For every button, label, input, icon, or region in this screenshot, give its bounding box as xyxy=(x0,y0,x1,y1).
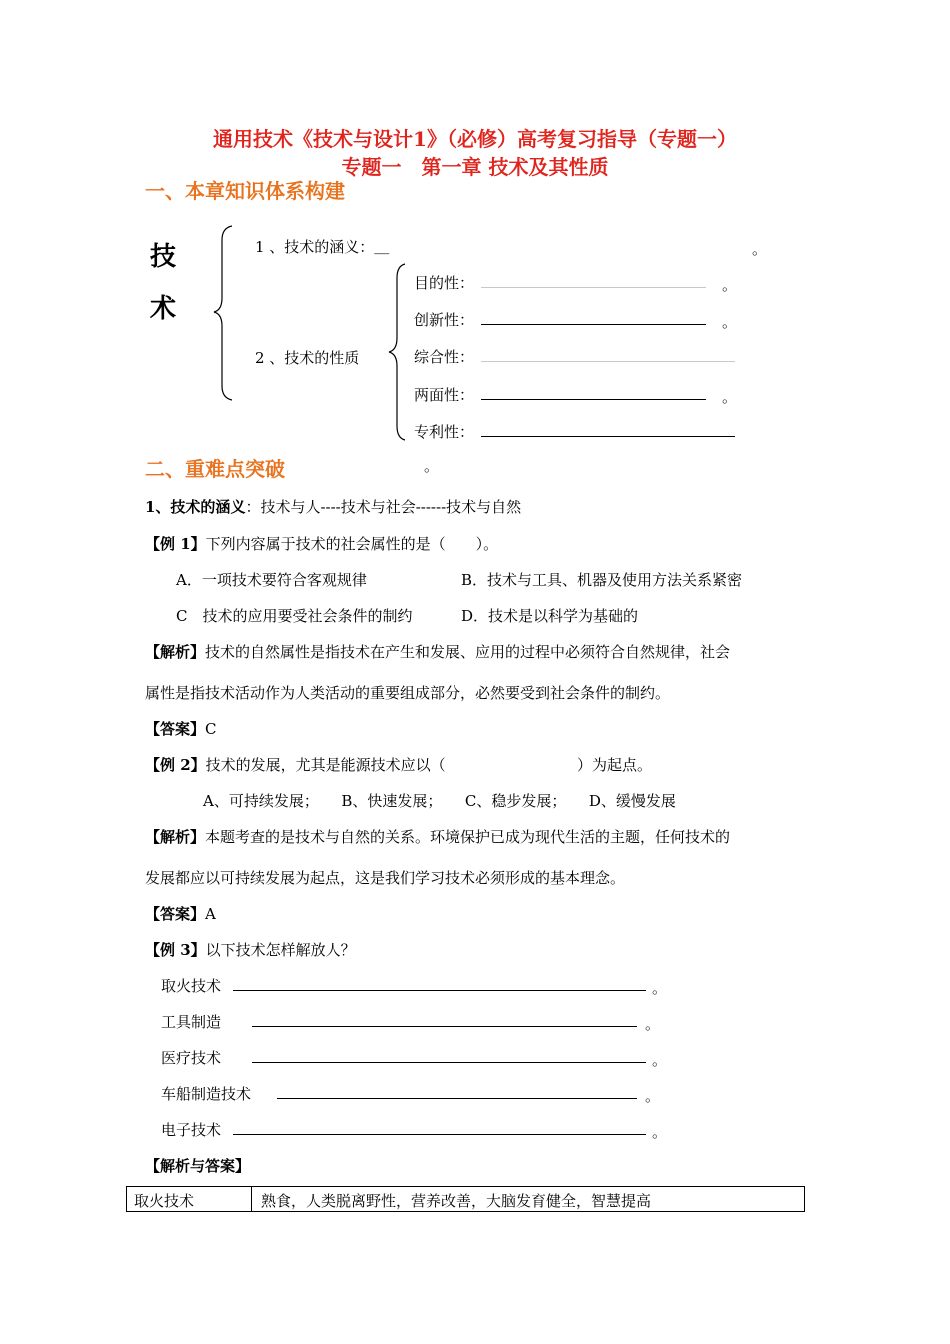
example3-item-vehicle-label: 车船制造技术 xyxy=(161,1085,252,1103)
example3-item-fire-blank[interactable] xyxy=(233,990,646,991)
example3-item-fire-label: 取火技术 xyxy=(161,977,222,995)
root-char-2: 术 xyxy=(150,294,177,324)
section2-trailing-mark: 。 xyxy=(424,457,440,475)
property-duality-label: 两面性： xyxy=(414,386,475,404)
example1-option-b[interactable]: B．技术与工具、机器及使用方法关系紧密 xyxy=(461,571,743,589)
example1-analysis-line1: 技术的自然属性是指技术在产生和发展、应用的过程中必须符合自然规律，社会 xyxy=(205,643,731,661)
example2-question-b: ）为起点。 xyxy=(577,756,653,774)
example3-item-medical-label: 医疗技术 xyxy=(161,1049,222,1067)
answer-table xyxy=(126,1186,805,1212)
table-row-effect: 熟食，人类脱离野性，营养改善，大脑发育健全，智慧提高 xyxy=(261,1192,652,1210)
example1-tag: 【例 1】 xyxy=(145,535,206,553)
property-patent-label: 专利性： xyxy=(414,423,475,441)
example2-answer: A xyxy=(205,905,216,923)
example1-option-a[interactable]: A．一项技术要符合客观规律 xyxy=(176,571,367,589)
example3-tag: 【例 3】 xyxy=(145,941,206,959)
point1-label: 1、技术的涵义 xyxy=(145,498,246,516)
property-innovation-end: 。 xyxy=(722,313,738,331)
meaning-label: 1 、技术的涵义：＿ xyxy=(255,238,390,256)
example3-item-electronic-blank[interactable] xyxy=(233,1134,646,1135)
property-purpose-blank[interactable] xyxy=(481,287,706,288)
meaning-end: 。 xyxy=(752,240,768,258)
example2-tag: 【例 2】 xyxy=(145,756,206,774)
example1-option-d[interactable]: D．技术是以科学为基础的 xyxy=(461,607,639,625)
root-char-1: 技 xyxy=(150,242,177,272)
example2-analysis-tag: 【解析】 xyxy=(145,828,206,846)
inner-brace xyxy=(385,262,409,444)
outer-brace xyxy=(208,224,236,404)
example3-item-tools-label: 工具制造 xyxy=(161,1013,222,1031)
example1-option-c[interactable]: C 技术的应用要受社会条件的制约 xyxy=(176,607,413,625)
property-patent-blank[interactable] xyxy=(481,436,735,437)
section1-heading: 一、本章知识体系构建 xyxy=(145,179,345,203)
example3-item-medical-end: 。 xyxy=(652,1051,668,1069)
document-title: 通用技术《技术与设计1》（必修）高考复习指导（专题一） xyxy=(213,127,737,151)
property-purpose-end: 。 xyxy=(722,276,738,294)
example2-answer-tag: 【答案】 xyxy=(145,905,206,923)
property-innovation-label: 创新性： xyxy=(414,311,475,329)
properties-label: 2 、技术的性质 xyxy=(255,349,360,367)
example3-item-electronic-label: 电子技术 xyxy=(161,1121,222,1139)
property-duality-blank[interactable] xyxy=(481,399,706,400)
example1-answer-tag: 【答案】 xyxy=(145,720,206,738)
example3-question: 以下技术怎样解放人？ xyxy=(205,941,356,959)
example3-item-tools-end: 。 xyxy=(645,1015,661,1033)
example2-question-a: 技术的发展，尤其是能源技术应以（ xyxy=(205,756,446,774)
property-comprehensive-label: 综合性： xyxy=(414,348,475,366)
example3-item-electronic-end: 。 xyxy=(652,1123,668,1141)
example3-analysis-heading: 【解析与答案】 xyxy=(145,1157,251,1175)
point1-text: ：技术与人----技术与社会------技术与自然 xyxy=(245,498,522,516)
example2-options[interactable]: A、可持续发展； B、快速发展； C、稳步发展； D、缓慢发展 xyxy=(203,792,676,810)
chapter-title: 专题一 第一章 技术及其性质 xyxy=(341,155,609,179)
example3-item-vehicle-end: 。 xyxy=(645,1087,661,1105)
example1-question: 下列内容属于技术的社会属性的是（ ）。 xyxy=(205,535,499,553)
example3-item-vehicle-blank[interactable] xyxy=(277,1098,637,1099)
table-cell-technique xyxy=(127,1187,252,1211)
example1-analysis-line2: 属性是指技术活动作为人类活动的重要组成部分，必然要受到社会条件的制约。 xyxy=(145,684,671,702)
property-duality-end: 。 xyxy=(722,388,738,406)
example3-item-medical-blank[interactable] xyxy=(252,1062,646,1063)
property-comprehensive-blank[interactable] xyxy=(481,361,735,362)
example1-analysis-tag: 【解析】 xyxy=(145,643,206,661)
property-innovation-blank[interactable] xyxy=(481,324,706,325)
table-row-technique: 取火技术 xyxy=(134,1192,195,1210)
example2-analysis-line2: 发展都应以可持续发展为起点，这是我们学习技术必须形成的基本理念。 xyxy=(145,869,626,887)
property-purpose-label: 目的性： xyxy=(414,274,475,292)
section2-heading: 二、重难点突破 xyxy=(145,457,285,481)
example2-analysis-line1: 本题考查的是技术与自然的关系。环境保护已成为现代生活的主题，任何技术的 xyxy=(205,828,731,846)
example3-item-fire-end: 。 xyxy=(652,979,668,997)
example3-item-tools-blank[interactable] xyxy=(252,1026,637,1027)
example1-answer: C xyxy=(205,720,217,738)
